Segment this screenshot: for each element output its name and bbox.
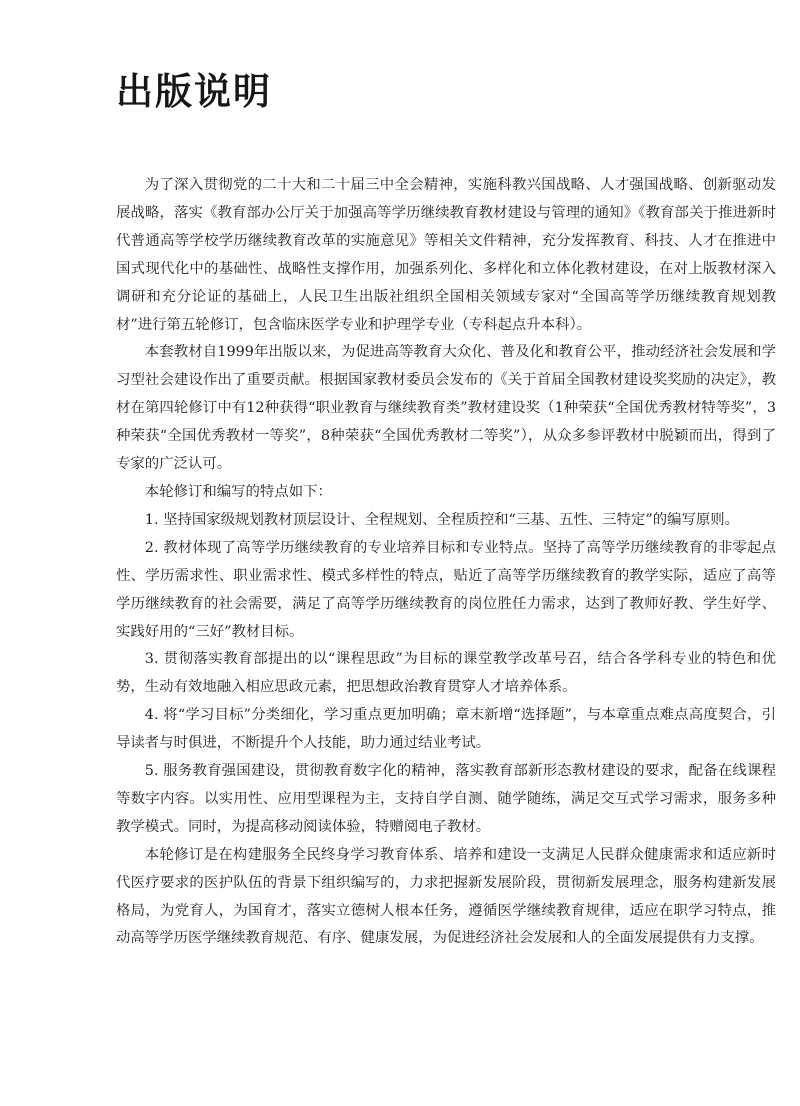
paragraph-conclusion: 本轮修订是在构建服务全民终身学习教育体系、培养和建设一支满足人民群众健康需求和适应新时代医疗要求的医护队伍的背景下组织编写的，力求把握新发展阶段，贯彻新发展理念，服务构建新发展格局，为党育人，为国育才，落实立德树人根本任务，遵循医学继续教育规律，适应在职学习特点，推动高等学历医学继续教育规范、有序、健康发展，为促进经济社会发展和人的全面发展提供有力支撑。 xyxy=(116,846,776,947)
paragraph-intro: 为了深入贯彻党的二十大和二十届三中全会精神，实施科教兴国战略、人才强国战略、创新驱动发展战略，落实《教育部办公厅关于加强高等学历继续教育教材建设与管理的通知》《教育部关于推进新时代普通高等学校学历继续教育改革的实施意见》等相关文件精神，充分发挥教育、科技、人才在推进中国式现代化中的基础性、战略性支撑作用，加强系列化、多样化和立体化教材建设，在对上版教材深入调研和充分论证的基础上，人民卫生出版社组织全国相关领域专家对“全国高等学历继续教育规划教材”进行第五轮修订，包含临床医学专业和护理学专业（专科起点升本科）。 xyxy=(116,177,776,333)
feature-item-1: 1. 坚持国家级规划教材顶层设计、全程规划、全程质控和“三基、五性、三特定”的编写原则。 xyxy=(144,511,740,528)
feature-item-3: 3. 贯彻落实教育部提出的以“课程思政”为目标的课堂教学改革号召，结合各学科专业的特色和优势，生动有效地融入相应思政元素，把思想政治教育贯穿人才培养体系。 xyxy=(116,651,776,696)
feature-item-2: 2. 教材体现了高等学历继续教育的专业培养目标和专业特点。坚持了高等学历继续教育的非零起点性、学历需求性、职业需求性、模式多样性的特点，贴近了高等学历继续教育的教学实际，适应了高等学历继续教育的社会需要，满足了高等学历继续教育的岗位胜任力需求，达到了教师好教、学生好学、实践好用的“三好”教材目标。 xyxy=(116,539,776,640)
feature-item-4: 4. 将“学习目标”分类细化，学习重点更加明确；章末新增“选择题”，与本章重点难点高度契合，引导读者与时俱进，不断提升个人技能，助力通过结业考试。 xyxy=(116,707,776,752)
page-title: 出版说明 xyxy=(116,70,272,113)
paragraph-history: 本套教材自1999年出版以来，为促进高等教育大众化、普及化和教育公平，推动经济社会发展和学习型社会建设作出了重要贡献。根据国家教材委员会发布的《关于首届全国教材建设奖奖励的决定》，教材在第四轮修订中有12种获得“职业教育与继续教育类”教材建设奖（1种荣获“全国优秀教材特等奖”，3种荣获“全国优秀教材一等奖”，8种荣获“全国优秀教材二等奖”），从众多参评教材中脱颖而出，得到了专家的广泛认可。 xyxy=(116,344,776,473)
feature-item-5: 5. 服务教育强国建设，贯彻教育数字化的精神，落实教育部新形态教材建设的要求，配备在线课程等数字内容。以实用性、应用型课程为主，支持自学自测、随学随练，满足交互式学习需求，服务多种教学模式。同时，为提高移动阅读体验，特赠阅电子教材。 xyxy=(116,763,776,835)
document-body xyxy=(116,172,776,953)
paragraph-features-heading: 本轮修订和编写的特点如下： xyxy=(144,483,332,500)
